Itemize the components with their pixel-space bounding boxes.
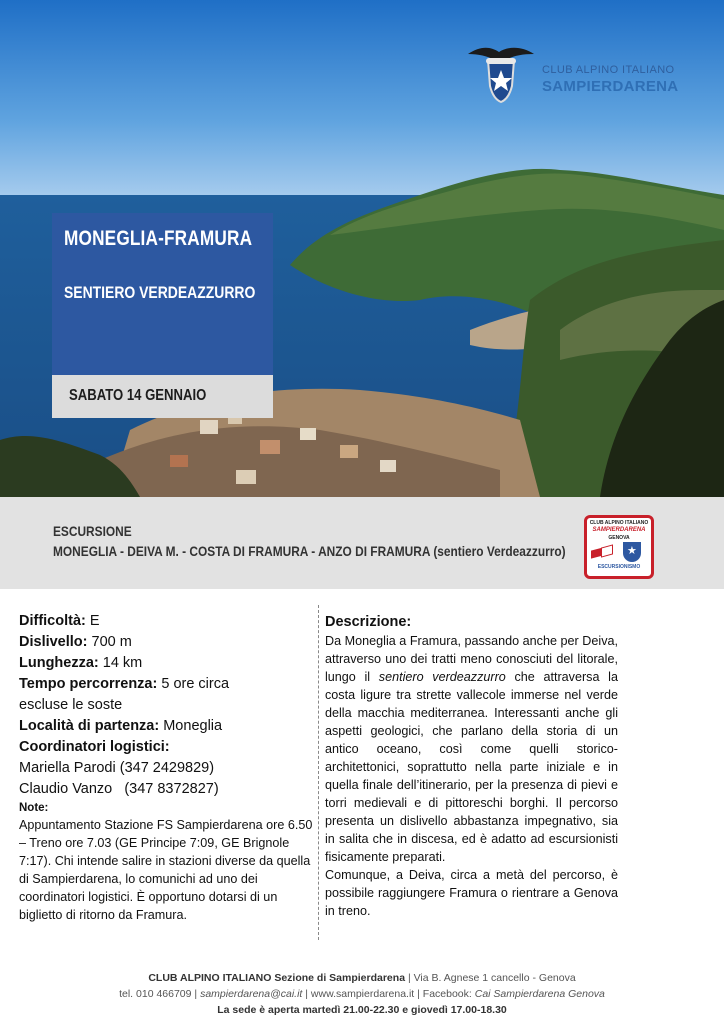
hike-title: MONEGLIA-FRAMURA: [64, 227, 253, 250]
description-part-2: che attraversa la costa ligure tra strette vallecole immerse nel verde della macchia mediterranea. Interessanti anche gli aspetti geologici, che parlano della storia di un antico oceano, così come quelli storico-architettonici, soprattutto nella parte iniziale e in quella finale dell’itinerario, per la presenza di pievi e torri medievali e di pittoreschi borghi. Il percorso presenta un dislivello abbastanza impegnativo, sia in salita che in discesa, ed è adatto ad escursionisti fisicamente preparati.: [325, 670, 618, 864]
logo-section-line: SAMPIERDARENA: [542, 78, 679, 95]
escursionismo-badge: [584, 515, 654, 579]
footer-line-1: [0, 970, 724, 986]
coordinator-2: Claudio Vanzo (347 8372827): [19, 781, 219, 797]
difficulty-row: [19, 611, 314, 632]
notes-text: Appuntamento Stazione FS Sampierdarena ore 6.50 – Treno ore 7.03 (GE Principe 7:09, GE Brignole 7:17). Chi intende salire in stazioni diverse da quella di Sampierdarena, lo comunichi ad uno dei coordinatori logistici. È opportuno dotarsi di un biglietto di ritorno da Framura.: [19, 818, 313, 922]
time-label: Tempo percorrenza:: [19, 676, 158, 692]
description-part-1: Da Moneglia a Framura, passando anche per Deiva, attraverso uno dei tratti meno conosciuti del litorale, lungo il: [325, 634, 618, 684]
hike-subtitle: SENTIERO VERDEAZZURRO: [64, 283, 256, 302]
description-title: Descrizione:: [325, 614, 412, 630]
footer-email-link[interactable]: sampierdarena@cai.it: [200, 988, 303, 1000]
elevation-label: Dislivello:: [19, 634, 88, 650]
badge-org: CLUB ALPINO ITALIANO: [589, 520, 649, 526]
elevation-row: [19, 632, 314, 653]
start-value: Moneglia: [159, 718, 223, 734]
badge-flag-white-icon: [601, 544, 613, 557]
badge-section: SAMPIERDARENA: [592, 527, 646, 533]
length-label: Lunghezza:: [19, 655, 99, 671]
time-note: escluse le soste: [19, 697, 123, 713]
logo-org-line: CLUB ALPINO ITALIANO: [542, 64, 675, 76]
time-value: 5 ore circa: [157, 676, 230, 692]
footer-facebook-link[interactable]: Cai Sampierdarena Genova: [474, 988, 605, 1000]
route-description: MONEGLIA - DEIVA M. - COSTA DI FRAMURA - ANZO DI FRAMURA (sentiero Verdeazzurro): [53, 543, 566, 559]
footer: [0, 970, 724, 1018]
footer-phone: tel. 010 466709 |: [119, 988, 201, 1000]
coordinator-1: Mariella Parodi (347 2429829): [19, 760, 215, 776]
difficulty-label: Difficoltà:: [19, 613, 86, 629]
footer-web[interactable]: | www.sampierdarena.it | Facebook:: [302, 988, 475, 1000]
hike-date: SABATO 14 GENNAIO: [69, 387, 207, 404]
length-row: [19, 653, 314, 674]
footer-hours: La sede è aperta martedì 21.00-22.30 e giovedì 17.00-18.30: [217, 1004, 507, 1016]
column-divider: [318, 605, 319, 940]
title-panel: [52, 213, 273, 375]
footer-line-3: [0, 1002, 724, 1018]
footer-org: CLUB ALPINO ITALIANO Sezione di Sampierdarena: [148, 972, 406, 984]
difficulty-value: E: [85, 613, 100, 629]
cai-eagle-emblem-icon: [466, 42, 536, 104]
footer-address: | Via B. Agnese 1 cancello - Genova: [405, 972, 576, 984]
description-paragraph-2: Comunque, a Deiva, circa a metà del percorso, è possibile raggiungere Framura o rientrare a Genova in treno.: [325, 868, 618, 918]
badge-shield-icon: ★: [623, 542, 641, 562]
details-column: [19, 611, 314, 924]
date-panel: [52, 375, 273, 418]
badge-label: ESCURSIONISMO: [597, 564, 641, 570]
hero-image: [0, 0, 724, 497]
cai-logo[interactable]: [466, 42, 686, 104]
badge-city: GENOVA: [608, 535, 630, 541]
length-value: 14 km: [98, 655, 143, 671]
footer-line-2: [0, 986, 724, 1002]
description-column: [325, 612, 618, 920]
coordinators-label: Coordinatori logistici:: [19, 739, 170, 755]
start-row: [19, 716, 314, 737]
description-text: [325, 632, 618, 920]
time-row: [19, 674, 314, 695]
start-label: Località di partenza:: [19, 718, 160, 734]
description-italic: sentiero verdeazzurro: [378, 670, 506, 684]
notes-label: Note:: [19, 802, 49, 814]
activity-type: ESCURSIONE: [53, 523, 132, 539]
route-band: [0, 497, 724, 589]
elevation-value: 700 m: [87, 634, 132, 650]
